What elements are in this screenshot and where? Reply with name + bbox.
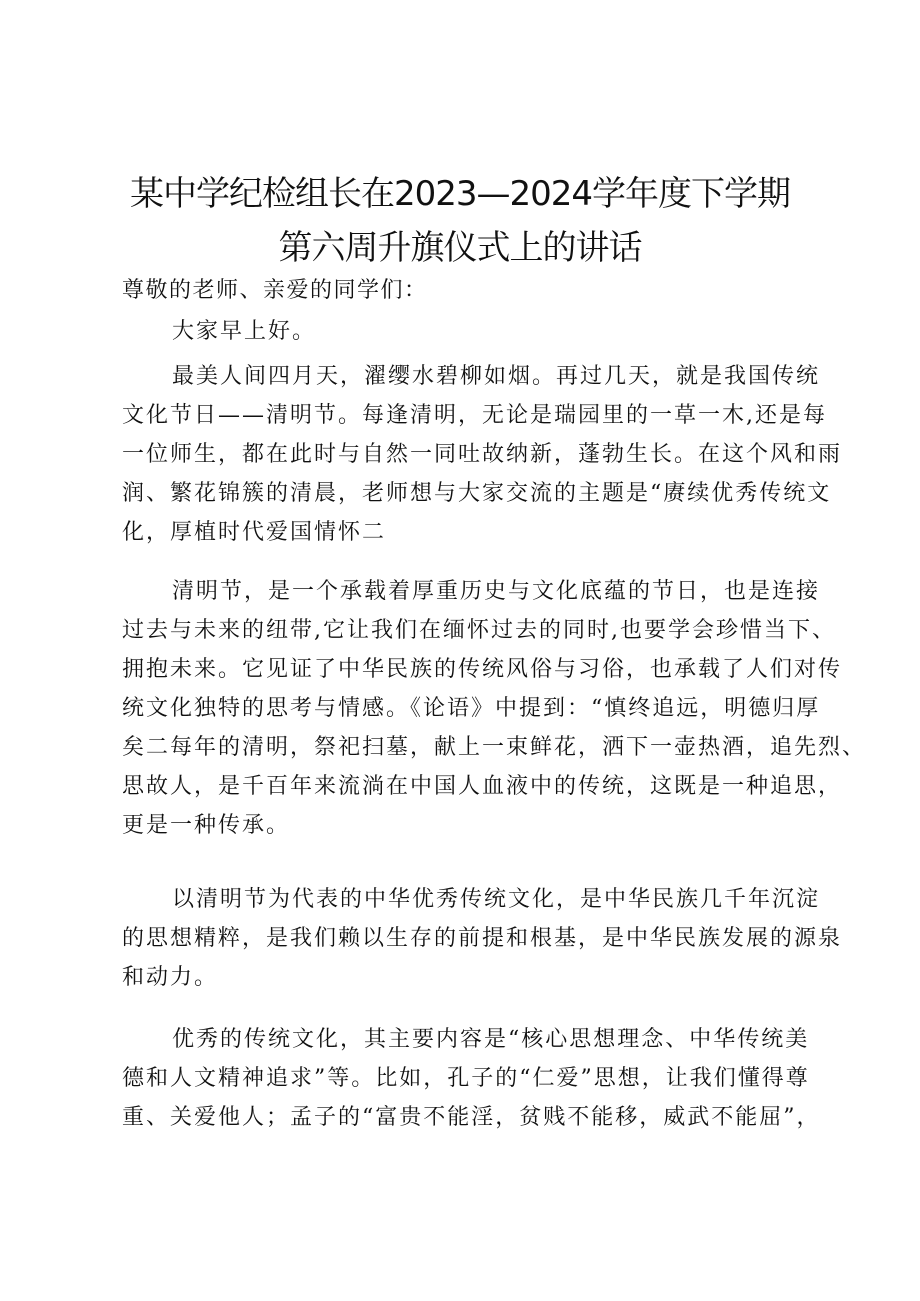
document-title-line-2: 第六周升旗仪式上的讲话 (278, 228, 642, 268)
paragraph-line: 文化节日——清明节。每逢清明，无论是瑞园里的一草一木,还是每 (122, 403, 827, 428)
paragraph-traditional-culture (122, 880, 843, 997)
paragraph-line: 更是一种传承。 (122, 813, 291, 838)
paragraph-line: 清明节，是一个承载着厚重历史与文化底蕴的节日，也是连接 (172, 579, 821, 604)
paragraph-line: 和动力。 (122, 965, 219, 990)
document-title-line-1: 某中学纪检组长在2023—2024学年度下学期 (129, 174, 791, 214)
paragraph-line: 化，厚植时代爱国情怀二 (122, 520, 387, 545)
paragraph-line: 矣二每年的清明，祭祀扫墓，献上一束鲜花，洒下一壶热酒，追先烈、 (122, 735, 867, 760)
paragraph-qingming-intro (122, 357, 843, 552)
paragraph-line: 统文化独特的思考与情感。《论语》中提到：“慎终追远，明德归厚 (122, 696, 821, 721)
paragraph-line: 的思想精粹，是我们赖以生存的前提和根基，是中华民族发展的源泉 (122, 926, 843, 951)
paragraph-qingming-history (122, 572, 867, 845)
paragraph-line: 最美人间四月天，濯缨水碧柳如烟。再过几天，就是我国传统 (172, 364, 821, 389)
paragraph-line: 思故人，是千百年来流淌在中国人血液中的传统，这既是一种追思， (122, 774, 843, 799)
paragraph-culture-content (122, 1020, 822, 1137)
paragraph-line: 一位师生，都在此时与自然一同吐故纳新，蓬勃生长。在这个风和雨 (122, 442, 843, 467)
paragraph-line: 重、关爱他人；孟子的“富贵不能淫，贫贱不能移，威武不能屈”， (122, 1105, 821, 1130)
paragraph-line: 优秀的传统文化，其主要内容是“核心思想理念、中华传统美 (172, 1027, 810, 1052)
paragraph-line: 过去与未来的纽带,它让我们在缅怀过去的同时,也要学会珍惜当下、 (122, 618, 836, 643)
paragraph-line: 大家早上好。 (172, 319, 317, 344)
paragraph-greeting (122, 312, 822, 351)
paragraph-line: 拥抱未来。它见证了中华民族的传统风俗与习俗，也承载了人们对传 (122, 657, 843, 682)
paragraph-line: 德和人文精神追求”等。比如，孔子的“仁爱”思想，让我们懂得尊 (122, 1066, 810, 1091)
paragraph-line: 以清明节为代表的中华优秀传统文化，是中华民族几千年沉淀 (172, 887, 821, 912)
paragraph-line: 润、繁花锦簇的清晨，老师想与大家交流的主题是“赓续优秀传统文 (122, 481, 832, 506)
salutation: 尊敬的老师、亲爱的同学们： (122, 278, 428, 303)
